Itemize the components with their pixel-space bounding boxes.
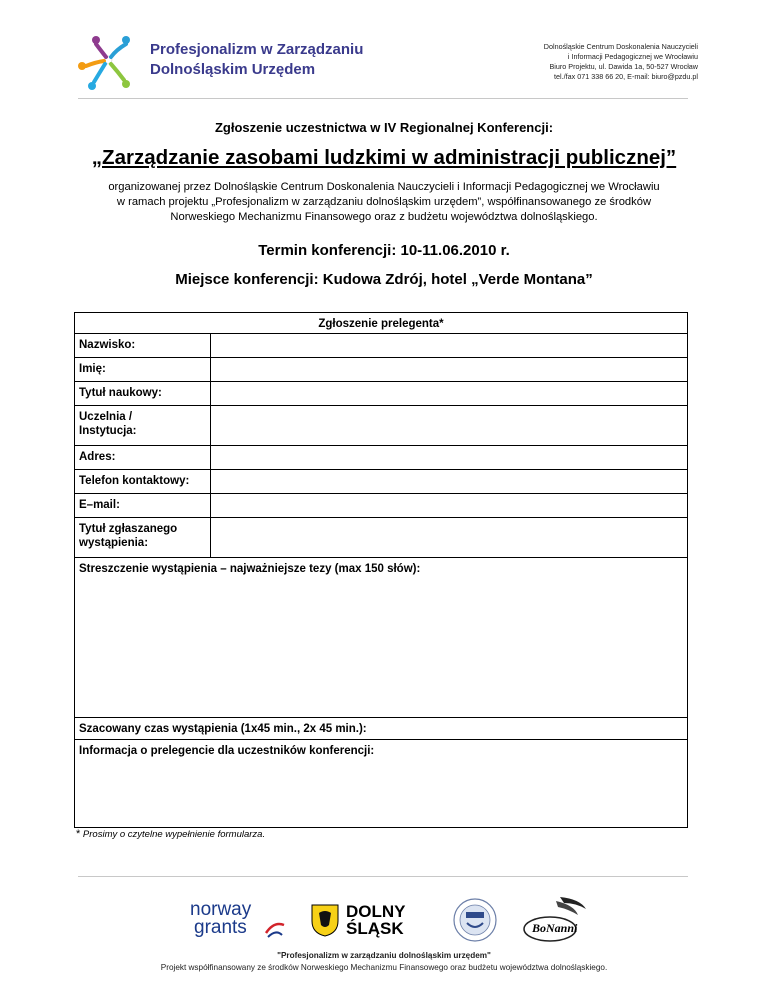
speaker-form-table: [74, 312, 688, 828]
org-line: Biuro Projektu, ul. Dawida 1a, 50-527 Wrocław: [549, 62, 698, 71]
conference-place: Miejsce konferencji: Kudowa Zdrój, hotel „Verde Montana”: [175, 271, 593, 288]
institution-label: [75, 406, 211, 445]
footer-logos: [180, 895, 600, 945]
form-row-duration[interactable]: [75, 717, 687, 739]
logo-line-1: Profesjonalizm w Zarządzaniu: [150, 41, 364, 58]
org-line: tel./fax 071 338 66 20, E-mail: biuro@pzdu.pl: [554, 72, 698, 81]
dolny-slask-line: DOLNY: [346, 902, 406, 921]
organizer-description: [0, 180, 768, 225]
project-name: "Profesjonalizm w zarządzaniu dolnośląskim urzędem": [277, 951, 491, 960]
form-row-surname: [75, 333, 687, 357]
form-heading-row: [75, 313, 687, 333]
phone-field[interactable]: [211, 470, 687, 493]
conference-term: Termin konferencji: 10-11.06.2010 r.: [258, 242, 510, 259]
address-label: Adres:: [75, 446, 211, 469]
norway-grants-line: norway: [190, 899, 252, 920]
footnote-star: *: [76, 828, 81, 840]
institution-label-line: Uczelnia /: [79, 411, 133, 423]
form-row-degree: [75, 381, 687, 405]
form-row-talk-title: [75, 517, 687, 557]
footer-divider: [78, 876, 688, 877]
project-logo-icon: [74, 30, 142, 92]
form-row-email: [75, 493, 687, 517]
org-line: Dolnośląskie Centrum Doskonalenia Nauczycieli: [543, 42, 698, 51]
coat-of-arms-icon: [310, 903, 340, 937]
talk-title-field[interactable]: [211, 518, 687, 557]
conference-title: „Zarządzanie zasobami ludzkimi w administracji publicznej”: [91, 146, 677, 169]
first-name-label: Imię:: [75, 358, 211, 381]
norway-grants-logo: [190, 901, 280, 941]
footer-text: [0, 950, 768, 974]
organization-contact: [468, 42, 698, 82]
logo-line-2: Dolnośląskim Urzędem: [150, 61, 316, 78]
degree-label: Tytuł naukowy:: [75, 382, 211, 405]
institution-label-line: Instytucja:: [79, 425, 137, 437]
email-field[interactable]: [211, 494, 687, 517]
address-field[interactable]: [211, 446, 687, 469]
surname-field[interactable]: [211, 334, 687, 357]
org-line: i Informacji Pedagogicznej we Wrocławiu: [567, 52, 698, 61]
form-row-institution: [75, 405, 687, 445]
form-row-phone: [75, 469, 687, 493]
project-logo-text: [150, 40, 363, 80]
footnote-text: Prosimy o czytelne wypełnienie formularza.: [82, 829, 266, 840]
form-row-speaker-info[interactable]: [75, 739, 687, 827]
speaker-info-label: Informacja o prelegencie dla uczestników konferencji:: [79, 745, 375, 757]
email-label: E–mail:: [75, 494, 211, 517]
funding-statement: Projekt współfinansowany ze środków Norweskiego Mechanizmu Finansowego oraz budżetu województwa dolnośląskiego.: [160, 963, 608, 972]
organizer-line: organizowanej przez Dolnośląskie Centrum Doskonalenia Nauczycieli i Informacji Pedagogicznej we Wrocławiu: [108, 181, 660, 193]
talk-title-label-line: Tytuł zgłaszanego: [79, 523, 178, 535]
degree-field[interactable]: [211, 382, 687, 405]
form-heading: Zgłoszenie prelegenta*: [318, 318, 444, 330]
header-divider: [78, 98, 688, 99]
form-row-first-name: [75, 357, 687, 381]
norway-grants-line: grants: [194, 917, 247, 938]
talk-title-label: [75, 518, 211, 557]
surname-label: Nazwisko:: [75, 334, 211, 357]
footnote: [76, 828, 265, 840]
organizer-line: Norweskiego Mechanizmu Finansowego oraz z budżetu województwa dolnośląskiego.: [170, 211, 598, 223]
dolny-slask-line: ŚLĄSK: [346, 919, 404, 938]
form-subtitle: Zgłoszenie uczestnictwa w IV Regionalnej Konferencji:: [214, 120, 554, 135]
duration-label: Szacowany czas wystąpienia (1x45 min., 2x 45 min.):: [79, 723, 367, 735]
form-row-address: [75, 445, 687, 469]
form-row-abstract[interactable]: [75, 557, 687, 717]
dolny-slask-logo: [346, 903, 406, 937]
bonanni-text: BoNanni: [532, 921, 578, 935]
first-name-field[interactable]: [211, 358, 687, 381]
organizer-line: w ramach projektu „Profesjonalizm w zarządzaniu dolnośląskim urzędem”, współfinansowanego ze środków: [116, 196, 652, 208]
norway-swoosh-icon: [264, 919, 286, 941]
bonanni-logo-icon: [520, 895, 590, 945]
institution-field[interactable]: [211, 406, 687, 445]
phone-label: Telefon kontaktowy:: [75, 470, 211, 493]
quality-seal-icon: [452, 897, 498, 943]
abstract-label: Streszczenie wystąpienia – najważniejsze tezy (max 150 słów):: [79, 563, 421, 575]
talk-title-label-line: wystąpienia:: [79, 537, 149, 549]
